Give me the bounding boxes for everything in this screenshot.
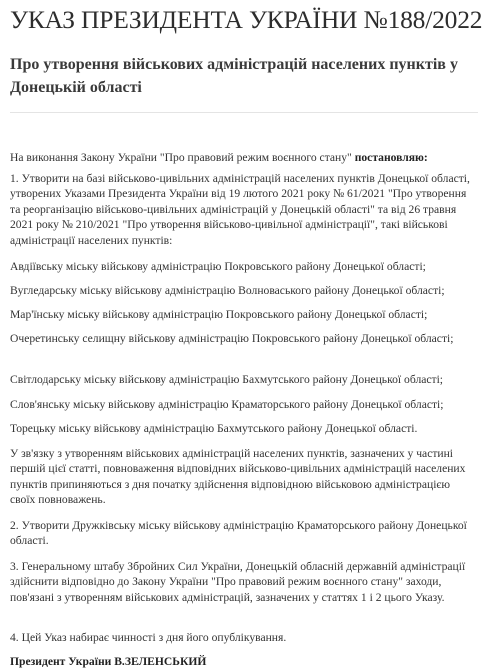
article-4-paragraph: 4. Цей Указ набирає чинності з дня його опублікування.: [10, 631, 287, 644]
article-2-paragraph: 2. Утворити Дружківську міську військову адміністрацію Краматорського району Донецької області.: [10, 519, 467, 548]
header-divider: [10, 112, 478, 113]
preamble-paragraph: [10, 150, 476, 165]
list-item-svitlodarsk: Світлодарську міську військову адміністрацію Бахмутського району Донецької області;: [10, 373, 444, 386]
list-item-avdiivka: Авдіївську міську військову адміністрацію Покровського району Донецької області;: [10, 260, 426, 273]
article-3-paragraph: 3. Генеральному штабу Збройних Сил України, Донецькій обласній державній адміністрації здійснити відповідно до Закону України "Про правовий режим воєнного стану" заходи, пов'язані з утворенням військових адміністрацій, зазначених у статтях 1 і 2 цього Указу.: [10, 560, 466, 604]
list-item-vuhledar: Вугледарську міську військову адміністрацію Волноваського району Донецької області;: [10, 284, 445, 297]
list-item-toretsk: Торецьку міську військову адміністрацію Бахмутського району Донецької області.: [10, 422, 418, 435]
article-1-note-paragraph: У зв'язку з утворенням військових адміністрацій населених пунктів, зазначених у частині першій цієї статті, повноваження відповідних військово-цивільних адміністрацій населених пунктів припиняються з дня початку здійснення відповідною військовою адміністрацією своїх повноважень.: [10, 447, 466, 507]
list-item-ocheretyne: Очеретинську селищну військову адміністрацію Покровського району Донецької області;: [10, 332, 454, 345]
decree-title: УКАЗ ПРЕЗИДЕНТА УКРАЇНИ №188/2022: [10, 5, 483, 34]
list-item-sloviansk: Слов'янську міську військову адміністрацію Краматорського району Донецької області;: [10, 398, 444, 411]
list-item-marinka: Мар'їнську міську військову адміністрацію Покровського району Донецької області;: [10, 308, 428, 321]
article-1-paragraph: 1. Утворити на базі військово-цивільних адміністрацій населених пунктів Донецької області, утворених Указами Президента України від 19 лютого 2021 року № 61/2021 "Про утворення та реорганізацію військово-цивільних адміністрацій у Донецькій області" та від 26 травня 2021 року № 210/2021 "Про утворення військово-цивільної адміністрації", такі військові адміністрації населених пунктів:: [10, 172, 470, 247]
signature-line: Президент України В.ЗЕЛЕНСЬКИЙ: [10, 655, 207, 668]
decree-subtitle: Про утворення військових адміністрацій населених пунктів у Донецькій області: [10, 56, 458, 96]
preamble-emphasis: постановляю:: [354, 151, 428, 164]
preamble-text: На виконання Закону України "Про правовий режим воєнного стану": [10, 151, 355, 164]
